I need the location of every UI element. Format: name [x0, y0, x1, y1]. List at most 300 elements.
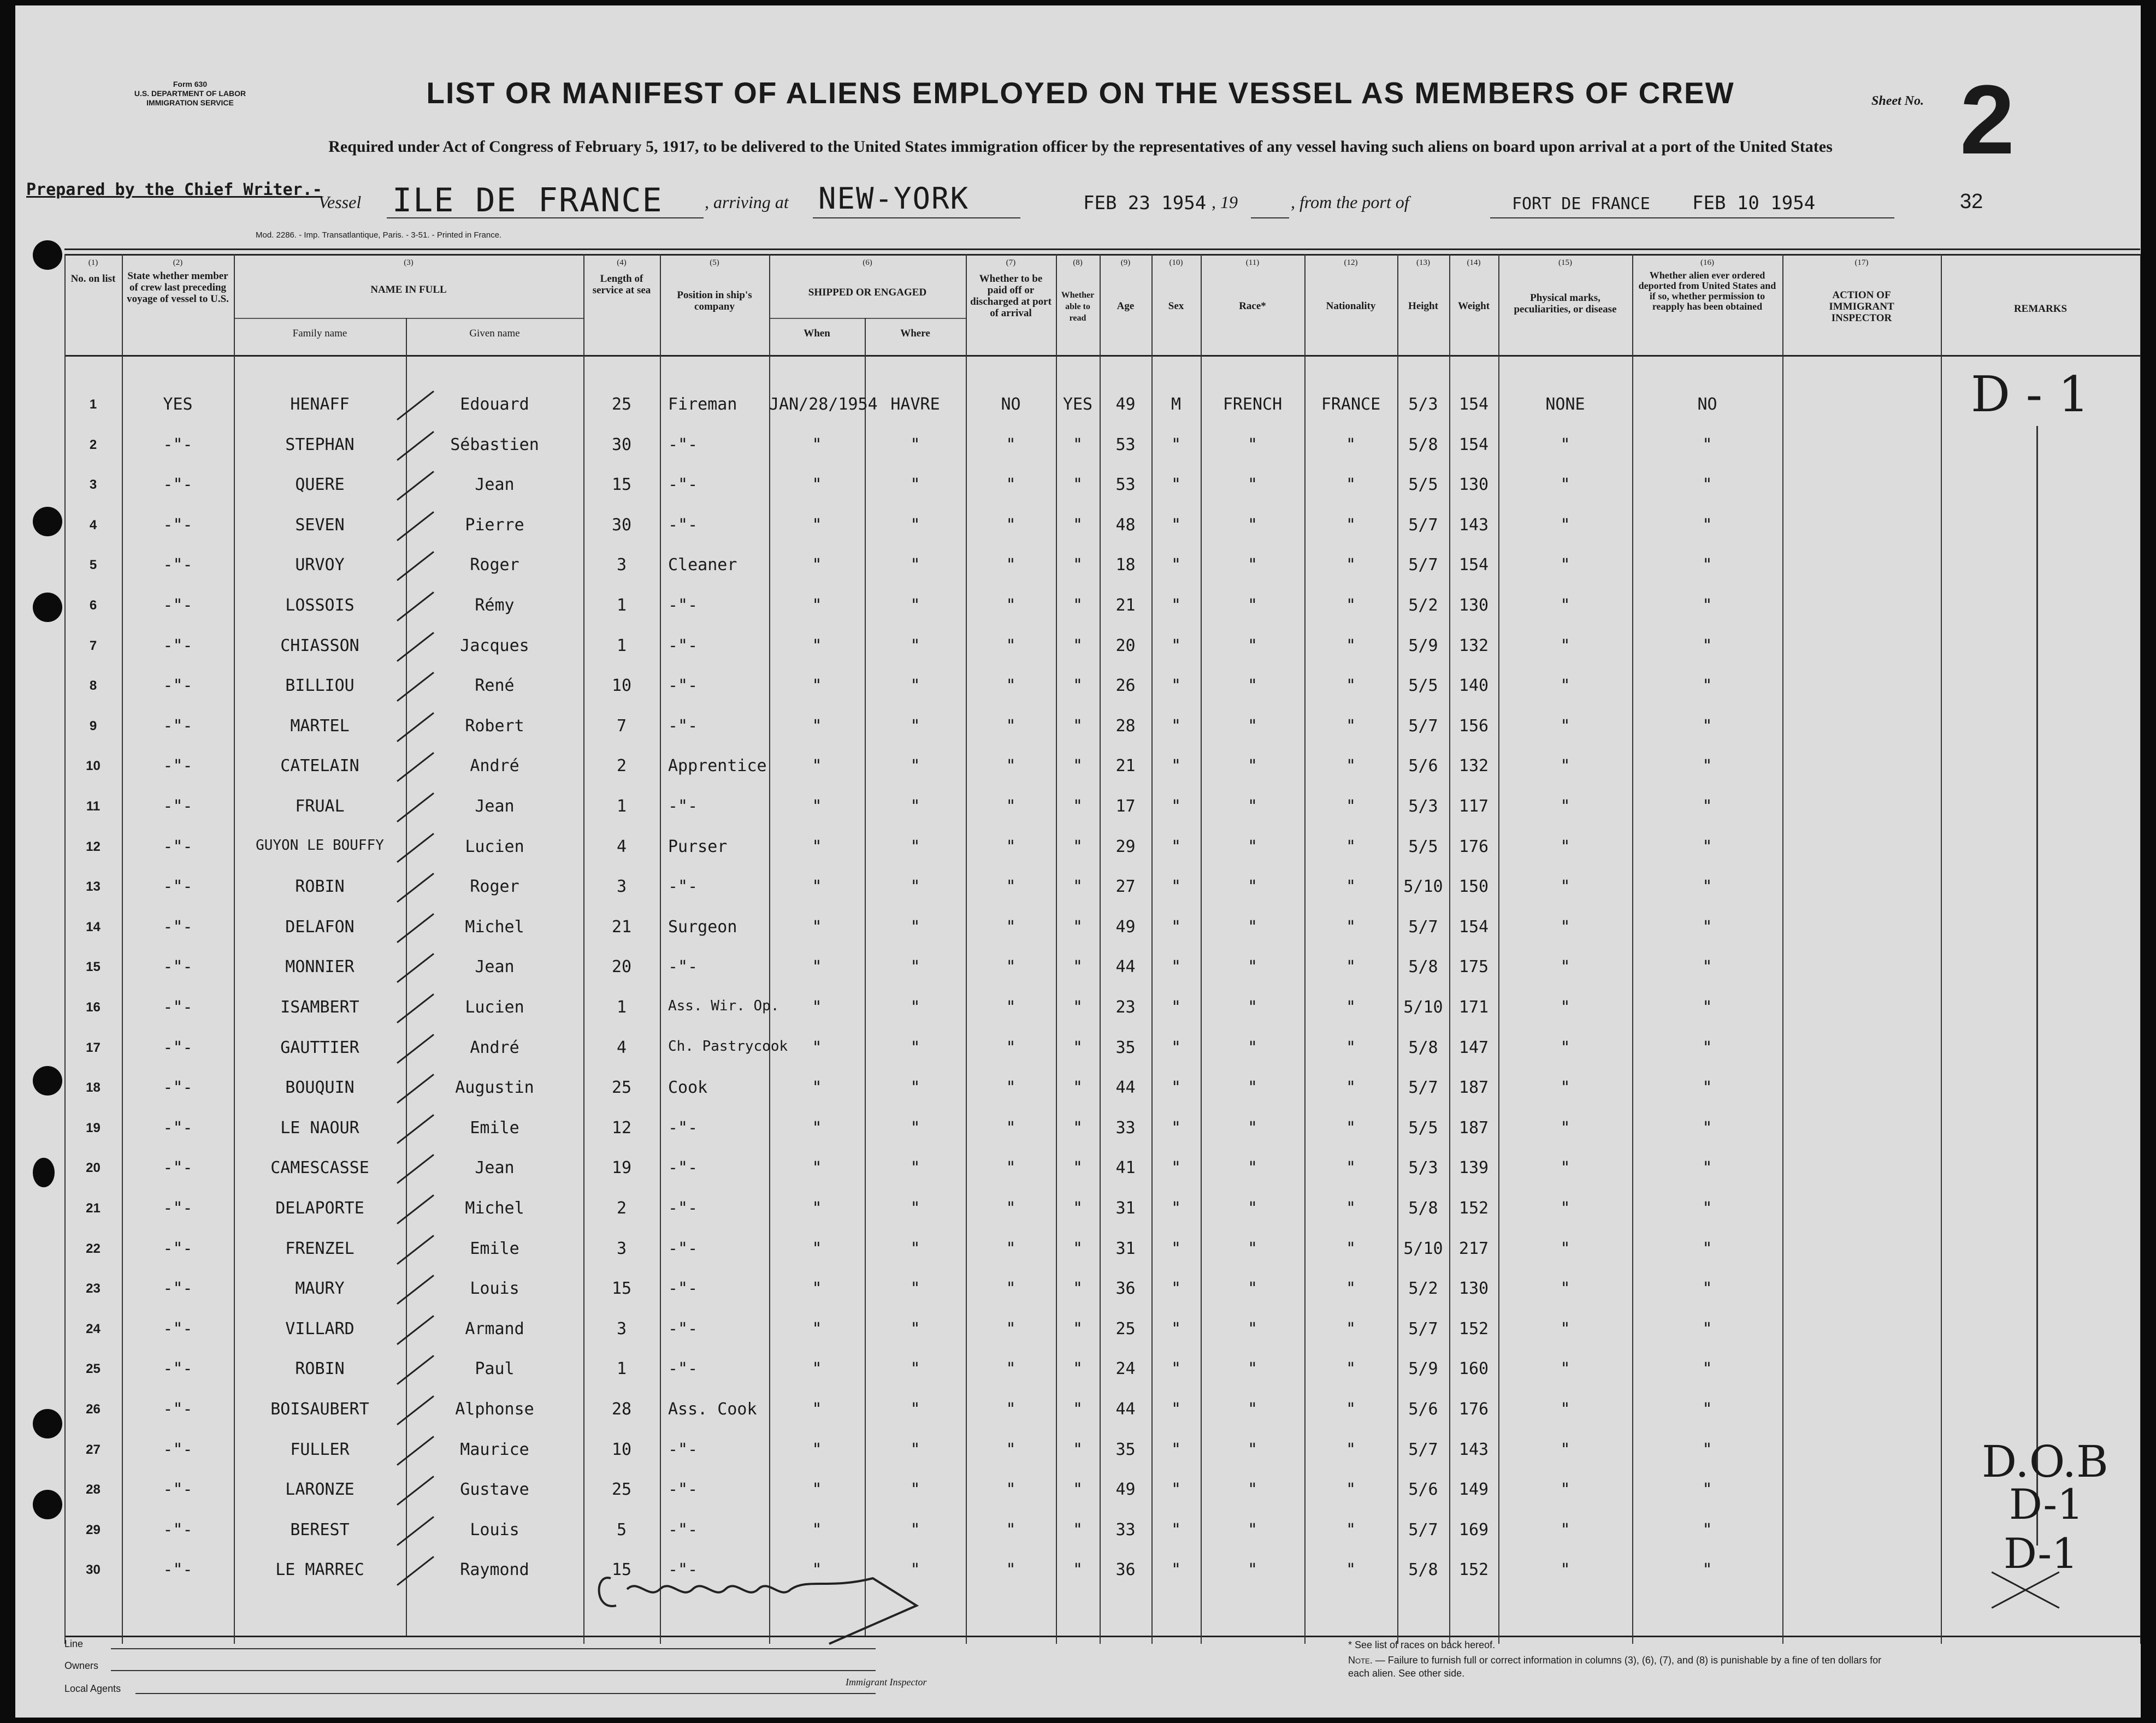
cell-crew: -"-	[163, 1480, 193, 1499]
cell-read: "	[1072, 435, 1083, 454]
col-num-15: (15)	[1558, 258, 1572, 267]
cell-position: -"-	[668, 1560, 698, 1579]
cell-deported: "	[1702, 1078, 1712, 1097]
cell-given: Roger	[470, 877, 519, 896]
cell-age: 33	[1115, 1520, 1136, 1540]
cell-height: 5/3	[1408, 395, 1438, 414]
cell-service: 2	[616, 756, 627, 775]
row-number: 29	[86, 1523, 101, 1537]
cell-race: "	[1247, 1480, 1258, 1499]
cell-read: "	[1072, 917, 1083, 937]
cell-read: "	[1072, 1279, 1083, 1298]
cell-weight: 154	[1458, 917, 1489, 937]
cell-family: GAUTTIER	[280, 1038, 359, 1057]
cell-race: "	[1247, 877, 1258, 896]
cell-paid-off: "	[1006, 516, 1016, 535]
cell-family: SEVEN	[295, 516, 345, 535]
cell-height: 5/7	[1408, 717, 1438, 736]
cell-position: -"-	[668, 1319, 698, 1339]
cell-sex: "	[1171, 1199, 1182, 1218]
cell-read: "	[1072, 1560, 1083, 1579]
cell-crew: -"-	[163, 1440, 193, 1459]
cell-height: 5/6	[1408, 1480, 1438, 1499]
cell-where: "	[910, 1199, 920, 1218]
cell-height: 5/7	[1408, 555, 1438, 575]
cell-position: Ass. Cook	[668, 1400, 757, 1419]
cell-when: "	[812, 877, 822, 896]
cell-family: MAURY	[295, 1279, 345, 1298]
cell-paid-off: "	[1006, 1560, 1016, 1579]
row-number: 15	[86, 960, 101, 974]
cell-when: "	[812, 1359, 822, 1378]
cell-position: -"-	[668, 1199, 698, 1218]
cell-position: -"-	[668, 435, 698, 454]
vessel-label: Vessel	[318, 192, 362, 212]
cell-where: "	[910, 1319, 920, 1339]
cell-position: -"-	[668, 1359, 698, 1378]
from-port-label: , from the port of	[1291, 192, 1409, 212]
cell-age: 49	[1115, 1480, 1136, 1499]
cell-sex: "	[1171, 1440, 1182, 1459]
cell-crew: -"-	[163, 636, 193, 655]
cell-read: "	[1072, 957, 1083, 976]
row-number: 4	[89, 518, 97, 532]
binder-hole	[33, 240, 62, 270]
cell-nationality: "	[1345, 1359, 1356, 1378]
cell-read: "	[1072, 717, 1083, 736]
cell-marks: "	[1560, 837, 1570, 856]
cell-service: 30	[611, 516, 632, 535]
cell-weight: 147	[1458, 1038, 1489, 1057]
cell-nationality: "	[1345, 1038, 1356, 1057]
cell-deported: "	[1702, 475, 1712, 494]
cell-where: "	[910, 1038, 920, 1057]
cell-crew: -"-	[163, 516, 193, 535]
cell-nationality: "	[1345, 797, 1356, 816]
cell-nationality: "	[1345, 1239, 1356, 1258]
cell-when: "	[812, 717, 822, 736]
cell-deported: "	[1702, 1319, 1712, 1339]
cell-nationality: "	[1345, 1440, 1356, 1459]
cell-paid-off: "	[1006, 1158, 1016, 1177]
cell-weight: 171	[1458, 998, 1489, 1017]
binder-hole	[33, 1066, 62, 1096]
cell-weight: 130	[1458, 596, 1489, 615]
cell-age: 35	[1115, 1038, 1136, 1057]
cell-crew: -"-	[163, 917, 193, 937]
cell-nationality: "	[1345, 1560, 1356, 1579]
cell-paid-off: "	[1006, 1359, 1016, 1378]
cell-deported: "	[1702, 1118, 1712, 1138]
cell-crew: -"-	[163, 877, 193, 896]
cell-given: André	[470, 756, 519, 775]
cell-age: 48	[1115, 516, 1136, 535]
cell-height: 5/7	[1408, 1078, 1438, 1097]
cell-where: "	[910, 516, 920, 535]
cell-race: "	[1247, 1118, 1258, 1138]
cell-read: "	[1072, 516, 1083, 535]
local-agents-label: Local Agents	[64, 1683, 121, 1694]
cell-nationality: FRANCE	[1321, 395, 1381, 414]
cell-when: "	[812, 1520, 822, 1540]
cell-read: "	[1072, 636, 1083, 655]
cell-nationality: "	[1345, 1520, 1356, 1540]
cell-height: 5/6	[1408, 756, 1438, 775]
races-note: * See list of races on back hereof.	[1348, 1639, 1496, 1650]
fine-note	[1348, 1654, 1905, 1680]
cell-weight: 150	[1458, 877, 1489, 896]
cell-service: 28	[611, 1400, 632, 1419]
cell-sex: "	[1171, 475, 1182, 494]
cell-crew: -"-	[163, 1038, 193, 1057]
cell-family: CAMESCASSE	[270, 1158, 369, 1177]
cell-age: 18	[1115, 555, 1136, 575]
cell-weight: 117	[1458, 797, 1489, 816]
col-header-read: Whether able to read	[1061, 291, 1095, 323]
cell-deported: "	[1702, 596, 1712, 615]
col-header-where: Where	[900, 328, 930, 339]
cell-where: "	[910, 837, 920, 856]
cell-height: 5/5	[1408, 837, 1438, 856]
row-number: 30	[86, 1562, 101, 1577]
cell-service: 1	[616, 1359, 627, 1378]
cell-weight: 132	[1458, 636, 1489, 655]
cell-service: 1	[616, 596, 627, 615]
cell-race: "	[1247, 1038, 1258, 1057]
cell-service: 15	[611, 1279, 632, 1298]
cell-family: BEREST	[290, 1520, 350, 1540]
cell-where: "	[910, 797, 920, 816]
cell-nationality: "	[1345, 475, 1356, 494]
cell-sex: "	[1171, 676, 1182, 695]
cell-sex: "	[1171, 1158, 1182, 1177]
cell-family: FRUAL	[295, 797, 345, 816]
cell-marks: "	[1560, 1400, 1570, 1419]
page-title: LIST OR MANIFEST OF ALIENS EMPLOYED ON THE VESSEL AS MEMBERS OF CREW	[426, 76, 1735, 110]
cell-crew: -"-	[163, 717, 193, 736]
cell-read: "	[1072, 1118, 1083, 1138]
cell-given: Jean	[475, 1158, 515, 1177]
cell-age: 44	[1115, 957, 1136, 976]
col-header-given-name: Given name	[469, 328, 520, 339]
cell-given: Jean	[475, 475, 515, 494]
cell-nationality: "	[1345, 676, 1356, 695]
cell-sex: "	[1171, 877, 1182, 896]
row-number: 19	[86, 1121, 101, 1135]
cell-given: Paul	[475, 1359, 515, 1378]
cell-family: LE NAOUR	[280, 1118, 359, 1138]
cell-given: Edouard	[460, 395, 529, 414]
cell-position: -"-	[668, 877, 698, 896]
cell-where: "	[910, 475, 920, 494]
cell-paid-off: "	[1006, 1078, 1016, 1097]
cell-sex: "	[1171, 756, 1182, 775]
cell-given: Rémy	[475, 596, 515, 615]
cell-age: 25	[1115, 1319, 1136, 1339]
cell-given: Louis	[470, 1520, 519, 1540]
cell-paid-off: "	[1006, 1400, 1016, 1419]
cell-given: Emile	[470, 1239, 519, 1258]
cell-position: -"-	[668, 1480, 698, 1499]
cell-where: "	[910, 555, 920, 575]
row-number: 28	[86, 1482, 101, 1497]
cell-service: 3	[616, 877, 627, 896]
cell-deported: "	[1702, 917, 1712, 937]
cell-when: "	[812, 636, 822, 655]
cell-when: "	[812, 1480, 822, 1499]
col-header-no: No. on list	[70, 273, 116, 285]
cell-marks: "	[1560, 877, 1570, 896]
row-number: 13	[86, 879, 101, 894]
cell-given: Raymond	[460, 1560, 529, 1579]
cell-when: "	[812, 1560, 822, 1579]
cell-family: LARONZE	[285, 1480, 355, 1499]
cell-race: "	[1247, 1239, 1258, 1258]
cell-height: 5/5	[1408, 676, 1438, 695]
sheet-number: 2	[1960, 65, 2015, 175]
cell-race: "	[1247, 1279, 1258, 1298]
cell-weight: 130	[1458, 475, 1489, 494]
cell-height: 5/8	[1408, 435, 1438, 454]
cell-marks: "	[1560, 756, 1570, 775]
cell-weight: 139	[1458, 1158, 1489, 1177]
cell-service: 25	[611, 1078, 632, 1097]
binder-hole	[33, 593, 62, 622]
col-header-race: Race*	[1239, 300, 1266, 312]
cell-race: "	[1247, 756, 1258, 775]
cell-when: "	[812, 797, 822, 816]
cell-paid-off: "	[1006, 1118, 1016, 1138]
row-number: 6	[89, 598, 97, 613]
cell-marks: "	[1560, 1199, 1570, 1218]
cell-race: "	[1247, 1199, 1258, 1218]
cell-nationality: "	[1345, 516, 1356, 535]
cell-read: "	[1072, 555, 1083, 575]
remark-d1-a: D-1	[2009, 1480, 2084, 1529]
cell-when: "	[812, 1319, 822, 1339]
row-number: 9	[89, 719, 97, 733]
col-header-position: Position in ship's company	[677, 289, 752, 312]
cell-service: 3	[616, 1239, 627, 1258]
cell-age: 27	[1115, 877, 1136, 896]
cell-deported: "	[1702, 1279, 1712, 1298]
cell-position: Surgeon	[668, 917, 737, 937]
cell-read: "	[1072, 797, 1083, 816]
cell-family: BOUQUIN	[285, 1078, 355, 1097]
manifest-sheet	[15, 5, 2141, 1718]
cell-race: "	[1247, 676, 1258, 695]
row-number: 1	[89, 397, 97, 412]
cell-race: "	[1247, 917, 1258, 937]
cell-height: 5/3	[1408, 1158, 1438, 1177]
row-number: 11	[86, 799, 101, 814]
cell-read: "	[1072, 998, 1083, 1017]
cell-marks: "	[1560, 998, 1570, 1017]
cell-paid-off: "	[1006, 1199, 1016, 1218]
cell-nationality: "	[1345, 1199, 1356, 1218]
cell-family: URVOY	[295, 555, 345, 575]
cell-given: Sébastien	[450, 435, 539, 454]
cell-where: "	[910, 917, 920, 937]
col-num-1: (1)	[88, 258, 98, 267]
cell-race: "	[1247, 1158, 1258, 1177]
cell-marks: "	[1560, 1359, 1570, 1378]
cell-sex: "	[1171, 1038, 1182, 1057]
cell-nationality: "	[1345, 917, 1356, 937]
cell-given: Emile	[470, 1118, 519, 1138]
cell-given: Jean	[475, 957, 515, 976]
cell-when: "	[812, 1400, 822, 1419]
cell-paid-off: "	[1006, 998, 1016, 1017]
cell-position: -"-	[668, 1520, 698, 1540]
row-number: 5	[89, 558, 97, 572]
cell-family: BOISAUBERT	[270, 1400, 369, 1419]
cell-sex: "	[1171, 998, 1182, 1017]
cell-height: 5/8	[1408, 1038, 1438, 1057]
form-number: Form 630	[173, 80, 208, 88]
cell-sex: "	[1171, 1319, 1182, 1339]
cell-read: "	[1072, 1440, 1083, 1459]
cell-position: -"-	[668, 1440, 698, 1459]
cell-service: 3	[616, 555, 627, 575]
cell-crew: -"-	[163, 756, 193, 775]
cell-race: "	[1247, 1520, 1258, 1540]
cell-marks: "	[1560, 1440, 1570, 1459]
cell-age: 31	[1115, 1239, 1136, 1258]
col-num-13: (13)	[1416, 258, 1430, 267]
cell-height: 5/7	[1408, 917, 1438, 937]
service: IMMIGRATION SERVICE	[146, 98, 234, 107]
cell-marks: "	[1560, 1520, 1570, 1540]
col-num-8: (8)	[1073, 258, 1083, 267]
cell-service: 25	[611, 395, 632, 414]
inspector-label: Immigrant Inspector	[846, 1677, 927, 1688]
cell-where: "	[910, 998, 920, 1017]
col-header-family-name: Family name	[292, 328, 347, 339]
cell-sex: "	[1171, 435, 1182, 454]
cell-position: Apprentice	[668, 756, 767, 775]
cell-when: "	[812, 1118, 822, 1138]
row-number: 20	[86, 1160, 101, 1175]
cell-read: "	[1072, 1199, 1083, 1218]
cell-service: 15	[611, 1560, 632, 1579]
cell-where: "	[910, 717, 920, 736]
cell-paid-off: NO	[1001, 395, 1021, 414]
cell-paid-off: "	[1006, 957, 1016, 976]
cell-age: 36	[1115, 1279, 1136, 1298]
cell-deported: "	[1702, 1359, 1712, 1378]
cell-deported: "	[1702, 1520, 1712, 1540]
binder-hole	[33, 1158, 55, 1187]
col-num-4: (4)	[617, 258, 627, 267]
cell-race: "	[1247, 636, 1258, 655]
cell-family: FULLER	[290, 1440, 350, 1459]
subtitle: Required under Act of Congress of February 5, 1917, to be delivered to the United States immigration officer by the representatives of any vessel having such aliens on board upon arrival at a port of the United States	[328, 138, 1833, 156]
col-header-paid-off: Whether to be paid off or discharged at port of arrival	[970, 273, 1052, 319]
cell-weight: 149	[1458, 1480, 1489, 1499]
col-header-crew: State whether member of crew last preceding voyage of vessel to U.S.	[127, 270, 229, 305]
cell-where: HAVRE	[890, 395, 940, 414]
cell-nationality: "	[1345, 877, 1356, 896]
cell-when: "	[812, 596, 822, 615]
cell-given: Gustave	[460, 1480, 529, 1499]
cell-race: "	[1247, 1359, 1258, 1378]
cell-age: 23	[1115, 998, 1136, 1017]
row-number: 12	[86, 839, 101, 854]
col-num-10: (10)	[1169, 258, 1183, 267]
cell-given: André	[470, 1038, 519, 1057]
row-number: 2	[89, 437, 97, 452]
col-header-when: When	[804, 328, 830, 339]
cell-marks: "	[1560, 676, 1570, 695]
cell-paid-off: "	[1006, 676, 1016, 695]
cell-weight: 175	[1458, 957, 1489, 976]
cell-paid-off: "	[1006, 1319, 1016, 1339]
cell-where: "	[910, 1279, 920, 1298]
cell-given: Jacques	[460, 636, 529, 655]
cell-weight: 152	[1458, 1560, 1489, 1579]
cell-when: "	[812, 516, 822, 535]
cell-marks: "	[1560, 1158, 1570, 1177]
cell-read: "	[1072, 475, 1083, 494]
cell-paid-off: "	[1006, 837, 1016, 856]
row-number: 21	[86, 1201, 101, 1216]
cell-marks: "	[1560, 636, 1570, 655]
cell-height: 5/7	[1408, 516, 1438, 535]
cell-race: "	[1247, 555, 1258, 575]
row-number: 7	[89, 638, 97, 653]
cell-paid-off: "	[1006, 1279, 1016, 1298]
cell-height: 5/8	[1408, 1199, 1438, 1218]
cell-when: "	[812, 1199, 822, 1218]
cell-marks: "	[1560, 1118, 1570, 1138]
cell-nationality: "	[1345, 1319, 1356, 1339]
cell-read: YES	[1062, 395, 1093, 414]
cell-family: FRENZEL	[285, 1239, 355, 1258]
cell-paid-off: "	[1006, 435, 1016, 454]
form-identifier	[97, 80, 283, 108]
cell-where: "	[910, 1560, 920, 1579]
cell-sex: "	[1171, 1520, 1182, 1540]
cell-deported: "	[1702, 555, 1712, 575]
cell-age: 44	[1115, 1078, 1136, 1097]
cell-service: 5	[616, 1520, 627, 1540]
col-header-shipped: SHIPPED OR ENGAGED	[808, 287, 927, 298]
cell-deported: "	[1702, 1440, 1712, 1459]
cell-crew: -"-	[163, 435, 193, 454]
cell-where: "	[910, 1359, 920, 1378]
cell-age: 53	[1115, 435, 1136, 454]
col-header-sex: Sex	[1168, 300, 1184, 312]
col-header-name: NAME IN FULL	[370, 284, 447, 295]
cell-position: Ch. Pastrycook	[668, 1038, 788, 1055]
cell-family: HENAFF	[290, 395, 350, 414]
cell-read: "	[1072, 1038, 1083, 1057]
cell-age: 49	[1115, 917, 1136, 937]
cell-marks: "	[1560, 957, 1570, 976]
col-num-14: (14)	[1467, 258, 1481, 267]
cell-where: "	[910, 1118, 920, 1138]
cell-service: 21	[611, 917, 632, 937]
row-number: 3	[89, 477, 97, 492]
cell-given: Maurice	[460, 1440, 529, 1459]
row-number: 26	[86, 1402, 101, 1417]
cell-marks: "	[1560, 1078, 1570, 1097]
row-number: 25	[86, 1361, 101, 1376]
cell-nationality: "	[1345, 555, 1356, 575]
cell-crew: -"-	[163, 1520, 193, 1540]
cell-service: 1	[616, 998, 627, 1017]
